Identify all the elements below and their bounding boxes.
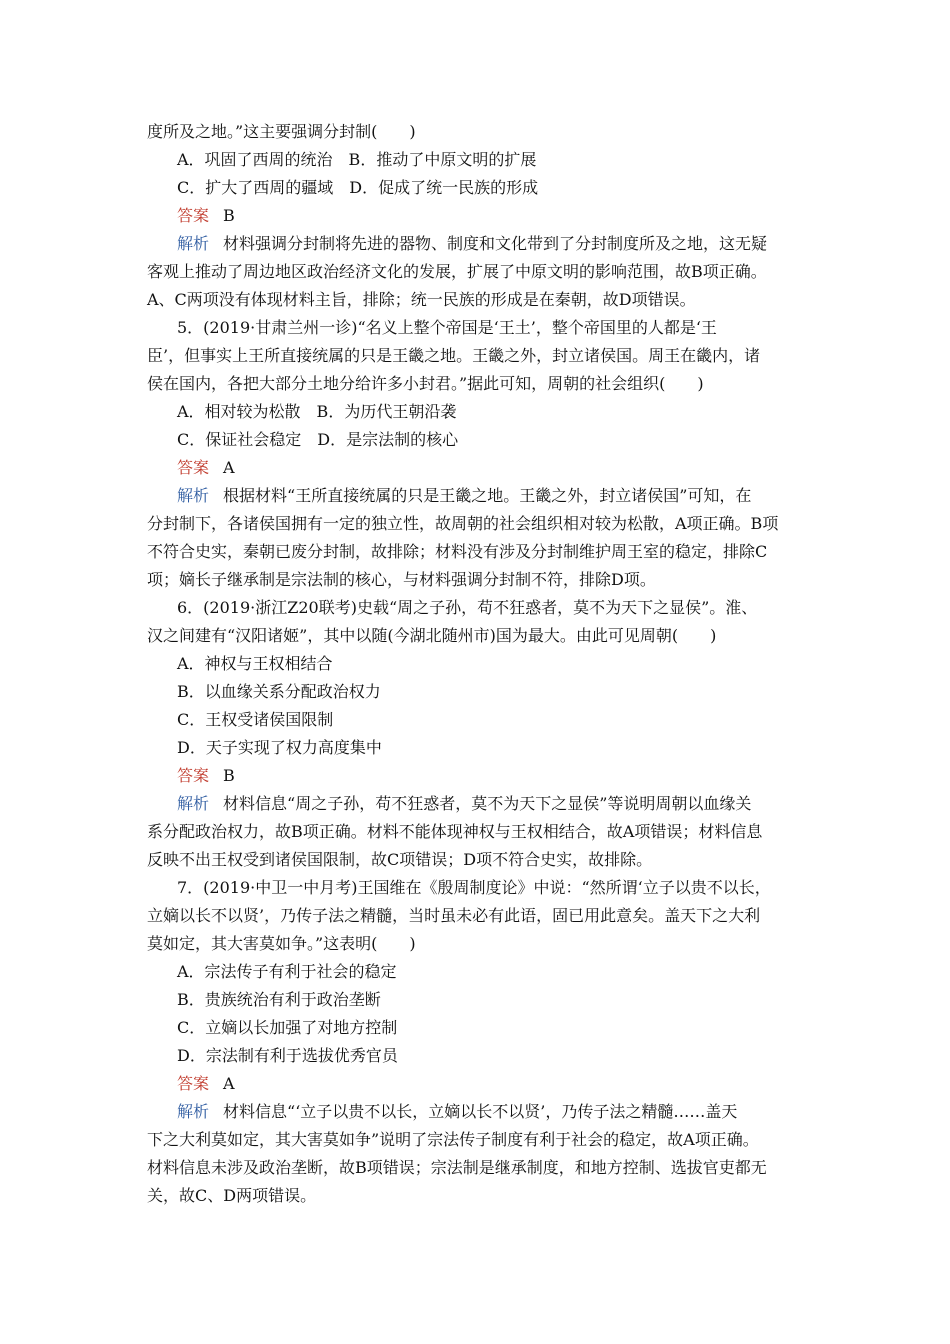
q6-explanation-line: 系分配政治权力，故B项正确。材料不能体现神权与王权相结合，故A项错误；材料信息: [147, 822, 763, 841]
q5-answer-line: [177, 457, 235, 479]
answer-label: 答案: [177, 206, 210, 225]
q5-explanation-line: 分封制下，各诸侯国拥有一定的独立性，故周朝的社会组织相对较为松散，A项正确。B项: [147, 514, 779, 533]
q4-explanation-line: [177, 233, 767, 255]
explanation-text: 材料信息“‘立子以贵不以长，立嫡以长不以贤’，乃传子法之精髓……盖天: [223, 1102, 738, 1121]
q5-stem-line: 5．(2019·甘肃兰州一诊)“名义上整个帝国是‘王土’，整个帝国里的人都是‘王: [177, 318, 717, 337]
q5-explanation-line: [177, 485, 751, 507]
answer-label: 答案: [177, 1074, 210, 1093]
q6-stem-line: 汉之间建有“汉阳诸姬”，其中以随(今湖北随州市)国为最大。由此可见周朝( ): [147, 626, 717, 645]
q5-explanation-line: 项；嫡长子继承制是宗法制的核心，与材料强调分封制不符，排除D项。: [147, 570, 656, 589]
q6-option-line: A．神权与王权相结合: [177, 654, 333, 673]
explanation-label: 解析: [177, 486, 210, 505]
q7-option-line: D．宗法制有利于选拔优秀官员: [177, 1046, 398, 1065]
q5-option-line: C．保证社会稳定 D．是宗法制的核心: [177, 430, 459, 449]
q4-explanation-line: A、C两项没有体现材料主旨，排除；统一民族的形成是在秦朝，故D项错误。: [147, 290, 696, 309]
q4-stem-line: 度所及之地。”这主要强调分封制( ): [147, 122, 416, 141]
q5-explanation-line: 不符合史实，秦朝已废分封制，故排除；材料没有涉及分封制维护周王室的稳定，排除C: [147, 542, 768, 561]
answer-label: 答案: [177, 766, 210, 785]
explanation-label: 解析: [177, 794, 210, 813]
explanation-label: 解析: [177, 234, 210, 253]
q7-stem-line: 7．(2019·中卫一中月考)王国维在《殷周制度论》中说：“然所谓‘立子以贵不以长，: [177, 878, 771, 897]
q5-option-line: A．相对较为松散 B．为历代王朝沿袭: [177, 402, 457, 421]
answer-value: A: [223, 1074, 235, 1093]
q7-option-line: C．立嫡以长加强了对地方控制: [177, 1018, 398, 1037]
q6-option-line: B．以血缘关系分配政治权力: [177, 682, 381, 701]
q7-answer-line: [177, 1073, 235, 1095]
explanation-text: 根据材料“王所直接统属的只是王畿之地。王畿之外，封立诸侯国”可知，在: [223, 486, 752, 505]
q7-explanation-line: 关，故C、D两项错误。: [147, 1186, 317, 1205]
answer-label: 答案: [177, 458, 210, 477]
q7-explanation-line: 材料信息未涉及政治垄断，故B项错误；宗法制是继承制度，和地方控制、选拔官吏都无: [147, 1158, 767, 1177]
q7-option-line: A．宗法传子有利于社会的稳定: [177, 962, 397, 981]
q6-answer-line: [177, 765, 235, 787]
q7-explanation-line: [177, 1101, 737, 1123]
q6-stem-line: 6．(2019·浙江Z20联考)史载“周之子孙，苟不狂惑者，莫不为天下之显侯”。淮、: [177, 598, 758, 617]
q4-explanation-line: 客观上推动了周边地区政治经济文化的发展，扩展了中原文明的影响范围，故B项正确。: [147, 262, 767, 281]
explanation-text: 材料信息“周之子孙，苟不狂惑者，莫不为天下之显侯”等说明周朝以血缘关: [223, 794, 752, 813]
explanation-text: 材料强调分封制将先进的器物、制度和文化带到了分封制度所及之地，这无疑: [223, 234, 768, 253]
q6-explanation-line: [177, 793, 751, 815]
q7-option-line: B．贵族统治有利于政治垄断: [177, 990, 381, 1009]
q5-stem-line: 侯在国内，各把大部分土地分给许多小封君。”据此可知，周朝的社会组织( ): [147, 374, 704, 393]
q4-option-line: A．巩固了西周的统治 B．推动了中原文明的扩展: [177, 150, 537, 169]
answer-value: A: [223, 458, 235, 477]
q6-explanation-line: 反映不出王权受到诸侯国限制，故C项错误；D项不符合史实，故排除。: [147, 850, 653, 869]
answer-value: B: [223, 206, 235, 225]
answer-value: B: [223, 766, 235, 785]
q5-stem-line: 臣’，但事实上王所直接统属的只是王畿之地。王畿之外，封立诸侯国。周王在畿内，诸: [147, 346, 761, 365]
q6-option-line: C．王权受诸侯国限制: [177, 710, 334, 729]
q4-option-line: C．扩大了西周的疆域 D．促成了统一民族的形成: [177, 178, 539, 197]
q7-stem-line: 立嫡以长不以贤’，乃传子法之精髓，当时虽未必有此语，固已用此意矣。盖天下之大利: [147, 906, 761, 925]
q7-stem-line: 莫如定，其大害莫如争。”这表明( ): [147, 934, 416, 953]
q7-explanation-line: 下之大利莫如定，其大害莫如争”说明了宗法传子制度有利于社会的稳定，故A项正确。: [147, 1130, 759, 1149]
explanation-label: 解析: [177, 1102, 210, 1121]
q4-answer-line: [177, 205, 235, 227]
q6-option-line: D．天子实现了权力高度集中: [177, 738, 382, 757]
